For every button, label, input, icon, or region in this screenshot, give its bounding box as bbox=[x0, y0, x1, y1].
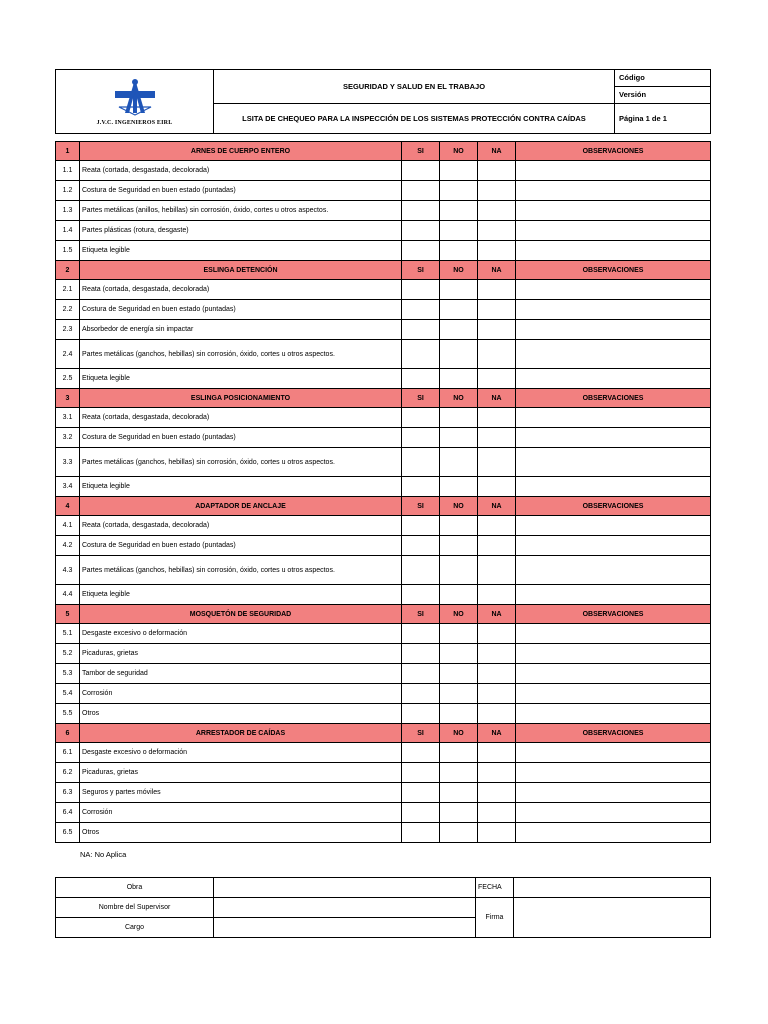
checklist-row bbox=[56, 369, 711, 389]
item-number: 4.3 bbox=[56, 556, 80, 585]
si-cell[interactable] bbox=[402, 585, 440, 605]
item-number: 1.3 bbox=[56, 201, 80, 221]
na-cell[interactable] bbox=[478, 320, 516, 340]
section-title: ARRESTADOR DE CAÍDAS bbox=[80, 724, 402, 743]
supervisor-field[interactable] bbox=[214, 898, 476, 918]
item-description: Desgaste excesivo o deformación bbox=[80, 624, 402, 644]
na-cell[interactable] bbox=[478, 369, 516, 389]
no-cell[interactable] bbox=[440, 684, 478, 704]
na-cell[interactable] bbox=[478, 743, 516, 763]
na-column-header: NA bbox=[478, 605, 516, 624]
si-cell[interactable] bbox=[402, 743, 440, 763]
na-cell[interactable] bbox=[478, 684, 516, 704]
no-cell[interactable] bbox=[440, 369, 478, 389]
observaciones-cell[interactable] bbox=[516, 823, 711, 843]
observaciones-cell[interactable] bbox=[516, 743, 711, 763]
section-title: ADAPTADOR DE ANCLAJE bbox=[80, 497, 402, 516]
item-number: 2.1 bbox=[56, 280, 80, 300]
checklist-row bbox=[56, 201, 711, 221]
no-cell[interactable] bbox=[440, 763, 478, 783]
checklist-row bbox=[56, 743, 711, 763]
observaciones-cell[interactable] bbox=[516, 241, 711, 261]
na-cell[interactable] bbox=[478, 340, 516, 369]
checklist-row bbox=[56, 704, 711, 724]
checklist-row bbox=[56, 664, 711, 684]
supervisor-label: Nombre del Supervisor bbox=[56, 898, 214, 918]
item-description: Partes metálicas (anillos, hebillas) sin corrosión, óxido, cortes u otros aspectos. bbox=[80, 201, 402, 221]
cargo-field[interactable] bbox=[214, 918, 476, 938]
no-cell[interactable] bbox=[440, 624, 478, 644]
no-cell[interactable] bbox=[440, 823, 478, 843]
obra-label: Obra bbox=[56, 878, 214, 898]
na-note: NA: No Aplica bbox=[80, 850, 127, 859]
no-cell[interactable] bbox=[440, 644, 478, 664]
no-cell[interactable] bbox=[440, 783, 478, 803]
item-description: Reata (cortada, desgastada, decolorada) bbox=[80, 161, 402, 181]
document-header bbox=[55, 69, 711, 134]
section-number: 6 bbox=[56, 724, 80, 743]
section-title: ESLINGA DETENCIÓN bbox=[80, 261, 402, 280]
section-title: ARNES DE CUERPO ENTERO bbox=[80, 142, 402, 161]
section-header-row bbox=[56, 605, 711, 624]
checklist-row bbox=[56, 763, 711, 783]
observaciones-cell[interactable] bbox=[516, 704, 711, 724]
section-title: MOSQUETÓN DE SEGURIDAD bbox=[80, 605, 402, 624]
item-number: 1.5 bbox=[56, 241, 80, 261]
item-description: Picaduras, grietas bbox=[80, 644, 402, 664]
no-cell[interactable] bbox=[440, 704, 478, 724]
no-column-header: NO bbox=[440, 261, 478, 280]
item-number: 3.3 bbox=[56, 448, 80, 477]
version-label: Versión bbox=[615, 87, 711, 104]
observaciones-cell[interactable] bbox=[516, 340, 711, 369]
item-description: Corrosión bbox=[80, 684, 402, 704]
si-column-header: SI bbox=[402, 724, 440, 743]
page-number: Página 1 de 1 bbox=[615, 104, 711, 134]
observaciones-cell[interactable] bbox=[516, 763, 711, 783]
item-number: 2.4 bbox=[56, 340, 80, 369]
company-name: J.V.C. INGENIEROS EIRL bbox=[96, 119, 173, 126]
na-column-header: NA bbox=[478, 389, 516, 408]
observaciones-cell[interactable] bbox=[516, 448, 711, 477]
si-cell[interactable] bbox=[402, 823, 440, 843]
na-cell[interactable] bbox=[478, 783, 516, 803]
observaciones-cell[interactable] bbox=[516, 181, 711, 201]
observaciones-column-header: OBSERVACIONES bbox=[516, 497, 711, 516]
item-number: 4.4 bbox=[56, 585, 80, 605]
item-number: 1.2 bbox=[56, 181, 80, 201]
section-header-row bbox=[56, 142, 711, 161]
na-cell[interactable] bbox=[478, 556, 516, 585]
section-number: 4 bbox=[56, 497, 80, 516]
item-description: Etiqueta legible bbox=[80, 585, 402, 605]
item-number: 2.2 bbox=[56, 300, 80, 320]
observaciones-cell[interactable] bbox=[516, 664, 711, 684]
na-cell[interactable] bbox=[478, 280, 516, 300]
checklist-row bbox=[56, 556, 711, 585]
observaciones-cell[interactable] bbox=[516, 783, 711, 803]
observaciones-column-header: OBSERVACIONES bbox=[516, 724, 711, 743]
si-cell[interactable] bbox=[402, 556, 440, 585]
checklist-row bbox=[56, 516, 711, 536]
item-description: Reata (cortada, desgastada, decolorada) bbox=[80, 280, 402, 300]
observaciones-cell[interactable] bbox=[516, 300, 711, 320]
checklist-row bbox=[56, 280, 711, 300]
si-cell[interactable] bbox=[402, 763, 440, 783]
si-cell[interactable] bbox=[402, 803, 440, 823]
section-number: 3 bbox=[56, 389, 80, 408]
observaciones-column-header: OBSERVACIONES bbox=[516, 142, 711, 161]
item-number: 6.1 bbox=[56, 743, 80, 763]
item-number: 5.4 bbox=[56, 684, 80, 704]
item-number: 6.5 bbox=[56, 823, 80, 843]
si-cell[interactable] bbox=[402, 783, 440, 803]
item-description: Partes plásticas (rotura, desgaste) bbox=[80, 221, 402, 241]
fecha-field[interactable] bbox=[514, 878, 711, 898]
si-cell[interactable] bbox=[402, 516, 440, 536]
fecha-label: FECHA bbox=[476, 878, 514, 898]
obra-field[interactable] bbox=[214, 878, 476, 898]
item-description: Desgaste excesivo o deformación bbox=[80, 743, 402, 763]
observaciones-cell[interactable] bbox=[516, 280, 711, 300]
no-cell[interactable] bbox=[440, 743, 478, 763]
checklist-row bbox=[56, 684, 711, 704]
observaciones-cell[interactable] bbox=[516, 201, 711, 221]
observaciones-cell[interactable] bbox=[516, 556, 711, 585]
na-cell[interactable] bbox=[478, 803, 516, 823]
no-cell[interactable] bbox=[440, 516, 478, 536]
item-number: 1.1 bbox=[56, 161, 80, 181]
si-cell[interactable] bbox=[402, 280, 440, 300]
si-cell[interactable] bbox=[402, 428, 440, 448]
na-cell[interactable] bbox=[478, 201, 516, 221]
na-cell[interactable] bbox=[478, 408, 516, 428]
item-description: Costura de Seguridad en buen estado (puntadas) bbox=[80, 300, 402, 320]
checklist-row bbox=[56, 408, 711, 428]
checklist-row bbox=[56, 428, 711, 448]
item-description: Partes metálicas (ganchos, hebillas) sin corrosión, óxido, cortes u otros aspectos. bbox=[80, 448, 402, 477]
no-cell[interactable] bbox=[440, 221, 478, 241]
na-cell[interactable] bbox=[478, 536, 516, 556]
no-cell[interactable] bbox=[440, 477, 478, 497]
si-cell[interactable] bbox=[402, 300, 440, 320]
si-cell[interactable] bbox=[402, 201, 440, 221]
si-cell[interactable] bbox=[402, 664, 440, 684]
item-number: 5.5 bbox=[56, 704, 80, 724]
checklist-row bbox=[56, 340, 711, 369]
checklist-row bbox=[56, 624, 711, 644]
si-cell[interactable] bbox=[402, 644, 440, 664]
si-cell[interactable] bbox=[402, 241, 440, 261]
na-cell[interactable] bbox=[478, 516, 516, 536]
no-cell[interactable] bbox=[440, 241, 478, 261]
header-subtitle: LSITA DE CHEQUEO PARA LA INSPECCIÓN DE LOS SISTEMAS PROTECCIÓN CONTRA CAÍDAS bbox=[214, 104, 615, 134]
checklist-row bbox=[56, 448, 711, 477]
si-cell[interactable] bbox=[402, 320, 440, 340]
no-cell[interactable] bbox=[440, 181, 478, 201]
item-description: Etiqueta legible bbox=[80, 241, 402, 261]
checklist-row bbox=[56, 585, 711, 605]
section-number: 2 bbox=[56, 261, 80, 280]
na-cell[interactable] bbox=[478, 664, 516, 684]
si-column-header: SI bbox=[402, 142, 440, 161]
no-cell[interactable] bbox=[440, 300, 478, 320]
na-cell[interactable] bbox=[478, 300, 516, 320]
no-column-header: NO bbox=[440, 605, 478, 624]
section-number: 1 bbox=[56, 142, 80, 161]
observaciones-cell[interactable] bbox=[516, 408, 711, 428]
si-column-header: SI bbox=[402, 497, 440, 516]
si-cell[interactable] bbox=[402, 221, 440, 241]
header-title: SEGURIDAD Y SALUD EN EL TRABAJO bbox=[214, 70, 615, 104]
item-description: Seguros y partes móviles bbox=[80, 783, 402, 803]
si-column-header: SI bbox=[402, 261, 440, 280]
item-description: Partes metálicas (ganchos, hebillas) sin corrosión, óxido, cortes u otros aspectos. bbox=[80, 556, 402, 585]
si-cell[interactable] bbox=[402, 477, 440, 497]
checklist-row bbox=[56, 300, 711, 320]
no-column-header: NO bbox=[440, 389, 478, 408]
si-cell[interactable] bbox=[402, 448, 440, 477]
item-number: 6.3 bbox=[56, 783, 80, 803]
checklist-row bbox=[56, 644, 711, 664]
na-cell[interactable] bbox=[478, 823, 516, 843]
no-cell[interactable] bbox=[440, 408, 478, 428]
na-cell[interactable] bbox=[478, 624, 516, 644]
item-description: Corrosión bbox=[80, 803, 402, 823]
na-cell[interactable] bbox=[478, 161, 516, 181]
item-number: 5.2 bbox=[56, 644, 80, 664]
na-cell[interactable] bbox=[478, 763, 516, 783]
item-number: 4.2 bbox=[56, 536, 80, 556]
section-header-row bbox=[56, 261, 711, 280]
item-number: 3.4 bbox=[56, 477, 80, 497]
no-cell[interactable] bbox=[440, 161, 478, 181]
item-description: Reata (cortada, desgastada, decolorada) bbox=[80, 408, 402, 428]
company-logo bbox=[56, 70, 214, 134]
checklist-row bbox=[56, 477, 711, 497]
item-description: Costura de Seguridad en buen estado (puntadas) bbox=[80, 536, 402, 556]
item-description: Absorbedor de energía sin impactar bbox=[80, 320, 402, 340]
item-number: 6.2 bbox=[56, 763, 80, 783]
observaciones-column-header: OBSERVACIONES bbox=[516, 389, 711, 408]
si-cell[interactable] bbox=[402, 161, 440, 181]
observaciones-cell[interactable] bbox=[516, 320, 711, 340]
item-description: Tambor de seguridad bbox=[80, 664, 402, 684]
no-cell[interactable] bbox=[440, 320, 478, 340]
si-cell[interactable] bbox=[402, 408, 440, 428]
observaciones-cell[interactable] bbox=[516, 684, 711, 704]
item-number: 2.5 bbox=[56, 369, 80, 389]
item-number: 2.3 bbox=[56, 320, 80, 340]
si-column-header: SI bbox=[402, 605, 440, 624]
si-cell[interactable] bbox=[402, 704, 440, 724]
no-column-header: NO bbox=[440, 497, 478, 516]
item-number: 3.1 bbox=[56, 408, 80, 428]
item-description: Picaduras, grietas bbox=[80, 763, 402, 783]
item-description: Etiqueta legible bbox=[80, 369, 402, 389]
si-cell[interactable] bbox=[402, 684, 440, 704]
na-cell[interactable] bbox=[478, 644, 516, 664]
na-column-header: NA bbox=[478, 142, 516, 161]
item-number: 6.4 bbox=[56, 803, 80, 823]
na-cell[interactable] bbox=[478, 241, 516, 261]
no-cell[interactable] bbox=[440, 201, 478, 221]
codigo-label: Código bbox=[615, 70, 711, 87]
cargo-label: Cargo bbox=[56, 918, 214, 938]
firma-field[interactable] bbox=[514, 898, 711, 938]
item-description: Partes metálicas (ganchos, hebillas) sin corrosión, óxido, cortes u otros aspectos. bbox=[80, 340, 402, 369]
observaciones-column-header: OBSERVACIONES bbox=[516, 261, 711, 280]
item-number: 1.4 bbox=[56, 221, 80, 241]
na-cell[interactable] bbox=[478, 428, 516, 448]
na-column-header: NA bbox=[478, 724, 516, 743]
item-description: Costura de Seguridad en buen estado (puntadas) bbox=[80, 428, 402, 448]
observaciones-cell[interactable] bbox=[516, 477, 711, 497]
na-cell[interactable] bbox=[478, 585, 516, 605]
checklist-row bbox=[56, 536, 711, 556]
no-cell[interactable] bbox=[440, 585, 478, 605]
si-cell[interactable] bbox=[402, 624, 440, 644]
checklist-row bbox=[56, 783, 711, 803]
no-cell[interactable] bbox=[440, 340, 478, 369]
checklist-row bbox=[56, 823, 711, 843]
checklist-row bbox=[56, 320, 711, 340]
observaciones-cell[interactable] bbox=[516, 536, 711, 556]
item-number: 3.2 bbox=[56, 428, 80, 448]
checklist-row bbox=[56, 221, 711, 241]
si-column-header: SI bbox=[402, 389, 440, 408]
na-column-header: NA bbox=[478, 261, 516, 280]
observaciones-column-header: OBSERVACIONES bbox=[516, 605, 711, 624]
checklist-row bbox=[56, 161, 711, 181]
no-column-header: NO bbox=[440, 724, 478, 743]
section-title: ESLINGA POSICIONAMIENTO bbox=[80, 389, 402, 408]
si-cell[interactable] bbox=[402, 369, 440, 389]
firma-label: Firma bbox=[476, 898, 514, 938]
observaciones-cell[interactable] bbox=[516, 369, 711, 389]
na-cell[interactable] bbox=[478, 221, 516, 241]
si-cell[interactable] bbox=[402, 181, 440, 201]
checklist-row bbox=[56, 181, 711, 201]
no-cell[interactable] bbox=[440, 448, 478, 477]
si-cell[interactable] bbox=[402, 536, 440, 556]
na-cell[interactable] bbox=[478, 181, 516, 201]
observaciones-cell[interactable] bbox=[516, 624, 711, 644]
item-number: 4.1 bbox=[56, 516, 80, 536]
checklist-row bbox=[56, 803, 711, 823]
signature-table bbox=[55, 877, 711, 938]
observaciones-cell[interactable] bbox=[516, 221, 711, 241]
section-header-row bbox=[56, 724, 711, 743]
checklist-table bbox=[55, 141, 711, 843]
no-cell[interactable] bbox=[440, 280, 478, 300]
item-number: 5.3 bbox=[56, 664, 80, 684]
no-cell[interactable] bbox=[440, 536, 478, 556]
na-cell[interactable] bbox=[478, 704, 516, 724]
no-column-header: NO bbox=[440, 142, 478, 161]
no-cell[interactable] bbox=[440, 556, 478, 585]
item-number: 5.1 bbox=[56, 624, 80, 644]
observaciones-cell[interactable] bbox=[516, 585, 711, 605]
no-cell[interactable] bbox=[440, 664, 478, 684]
observaciones-cell[interactable] bbox=[516, 161, 711, 181]
observaciones-cell[interactable] bbox=[516, 516, 711, 536]
section-header-row bbox=[56, 497, 711, 516]
item-description: Etiqueta legible bbox=[80, 477, 402, 497]
observaciones-cell[interactable] bbox=[516, 644, 711, 664]
compass-logo-icon bbox=[113, 77, 157, 117]
item-description: Reata (cortada, desgastada, decolorada) bbox=[80, 516, 402, 536]
observaciones-cell[interactable] bbox=[516, 428, 711, 448]
si-cell[interactable] bbox=[402, 340, 440, 369]
no-cell[interactable] bbox=[440, 428, 478, 448]
na-cell[interactable] bbox=[478, 448, 516, 477]
checklist-row bbox=[56, 241, 711, 261]
item-description: Otros bbox=[80, 823, 402, 843]
section-number: 5 bbox=[56, 605, 80, 624]
item-description: Costura de Seguridad en buen estado (puntadas) bbox=[80, 181, 402, 201]
no-cell[interactable] bbox=[440, 803, 478, 823]
na-column-header: NA bbox=[478, 497, 516, 516]
item-description: Otros bbox=[80, 704, 402, 724]
na-cell[interactable] bbox=[478, 477, 516, 497]
section-header-row bbox=[56, 389, 711, 408]
observaciones-cell[interactable] bbox=[516, 803, 711, 823]
